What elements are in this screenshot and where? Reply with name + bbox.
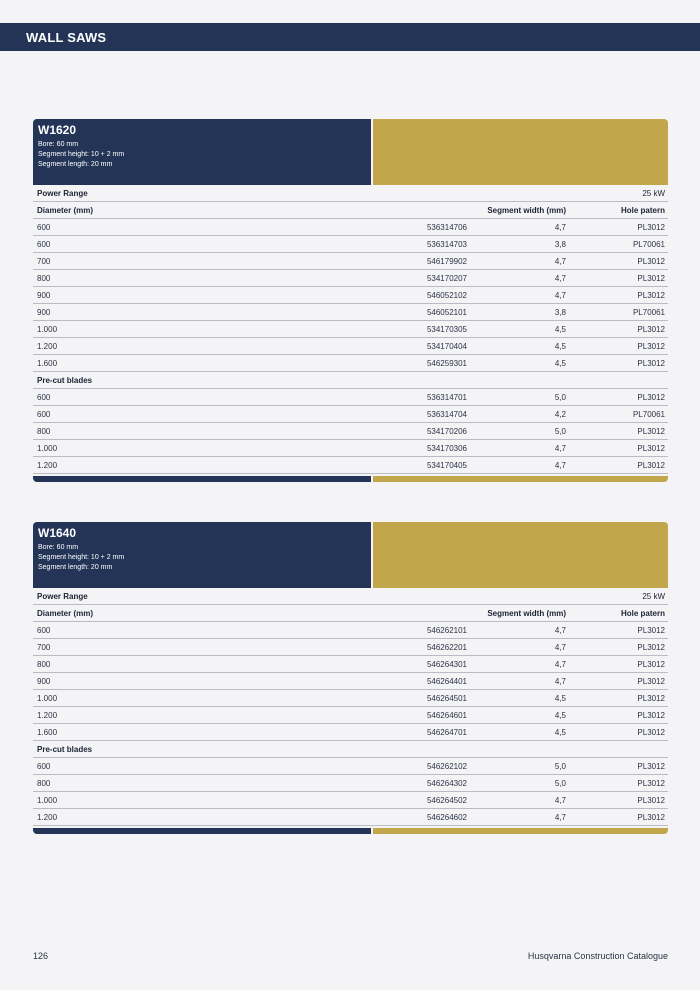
footer-bar-gold — [373, 828, 668, 834]
cell-article: 546262102 — [426, 762, 467, 771]
cell-article: 534170404 — [426, 342, 467, 351]
cell-diameter: 1.000 — [37, 796, 58, 805]
product-image-area — [373, 522, 668, 588]
table-row — [33, 219, 668, 236]
table-row — [33, 690, 668, 707]
cell-article: 546264701 — [426, 728, 467, 737]
cell-diameter: 800 — [37, 274, 51, 283]
precut-header-row — [33, 741, 668, 758]
cell-segment-width: 4,5 — [554, 325, 566, 334]
cell-segment-width: 4,2 — [554, 410, 566, 419]
cell-diameter: 1.600 — [37, 359, 58, 368]
product-block-w1620 — [33, 119, 668, 482]
cell-diameter: 600 — [37, 393, 51, 402]
precut-header-row — [33, 372, 668, 389]
cell-hole-pattern: PL70061 — [632, 240, 665, 249]
cell-diameter: 1.000 — [37, 694, 58, 703]
table-row — [33, 406, 668, 423]
cell-hole-pattern: PL3012 — [637, 223, 665, 232]
block-footer-bar — [33, 828, 668, 834]
cell-diameter: 1.200 — [37, 461, 58, 470]
col-hole-pattern: Hole patern — [620, 206, 665, 215]
cell-segment-width: 4,7 — [554, 813, 566, 822]
cell-diameter: 800 — [37, 427, 51, 436]
cell-diameter: 600 — [37, 240, 51, 249]
power-range-label: Power Range — [37, 189, 88, 198]
cell-diameter: 900 — [37, 677, 51, 686]
footer-bar-navy — [33, 828, 371, 834]
footer-bar-navy — [33, 476, 371, 482]
table-row — [33, 270, 668, 287]
cell-diameter: 1.200 — [37, 813, 58, 822]
cell-segment-width: 4,7 — [554, 223, 566, 232]
cell-article: 546264301 — [426, 660, 467, 669]
cell-diameter: 700 — [37, 257, 51, 266]
precut-label: Pre-cut blades — [37, 376, 93, 385]
spec-segment-length: Segment length: 20 mm — [38, 564, 113, 571]
cell-article: 536314703 — [426, 240, 467, 249]
cell-diameter: 1.000 — [37, 325, 58, 334]
cell-hole-pattern: PL3012 — [637, 325, 665, 334]
cell-diameter: 900 — [37, 291, 51, 300]
cell-diameter: 1.200 — [37, 342, 58, 351]
cell-segment-width: 4,5 — [554, 359, 566, 368]
cell-article: 546259301 — [426, 359, 467, 368]
product-header-info — [33, 119, 371, 185]
product-model: W1620 — [38, 123, 77, 137]
cell-diameter: 1.200 — [37, 711, 58, 720]
cell-segment-width: 4,5 — [554, 342, 566, 351]
cell-article: 536314704 — [426, 410, 467, 419]
cell-article: 534170206 — [426, 427, 467, 436]
cell-hole-pattern: PL3012 — [637, 660, 665, 669]
column-header-row — [33, 202, 668, 219]
product-header — [33, 522, 668, 588]
catalogue-name: Husqvarna Construction Catalogue — [527, 951, 668, 961]
power-range-row — [33, 588, 668, 605]
blade-rows — [33, 219, 668, 372]
column-header-row — [33, 605, 668, 622]
cell-segment-width: 4,5 — [554, 711, 566, 720]
table-row — [33, 287, 668, 304]
product-header-info — [33, 522, 371, 588]
cell-segment-width: 4,7 — [554, 660, 566, 669]
cell-segment-width: 3,8 — [554, 308, 566, 317]
product-model: W1640 — [38, 526, 77, 540]
table-row — [33, 775, 668, 792]
cell-hole-pattern: PL70061 — [632, 410, 665, 419]
spec-segment-height: Segment height: 10 + 2 mm — [38, 554, 125, 561]
cell-article: 534170405 — [426, 461, 467, 470]
cell-article: 546264501 — [426, 694, 467, 703]
power-value: 25 kW — [642, 189, 665, 198]
cell-article: 546264502 — [426, 796, 467, 805]
table-row — [33, 809, 668, 826]
table-row — [33, 338, 668, 355]
cell-segment-width: 4,7 — [554, 796, 566, 805]
table-row — [33, 423, 668, 440]
table-row — [33, 457, 668, 474]
product-block-w1640 — [33, 522, 668, 834]
cell-hole-pattern: PL3012 — [637, 427, 665, 436]
power-range-row — [33, 185, 668, 202]
cell-diameter: 900 — [37, 308, 51, 317]
cell-article: 536314701 — [426, 393, 467, 402]
col-diameter: Diameter (mm) — [37, 206, 94, 215]
cell-article: 546264401 — [426, 677, 467, 686]
cell-hole-pattern: PL70061 — [632, 308, 665, 317]
table-row — [33, 440, 668, 457]
cell-article: 534170207 — [426, 274, 467, 283]
blade-rows — [33, 622, 668, 741]
cell-segment-width: 5,0 — [554, 762, 566, 771]
cell-hole-pattern: PL3012 — [637, 643, 665, 652]
page-title: WALL SAWS — [26, 29, 107, 45]
cell-hole-pattern: PL3012 — [637, 626, 665, 635]
cell-segment-width: 4,7 — [554, 444, 566, 453]
block-footer-bar — [33, 476, 668, 482]
cell-hole-pattern: PL3012 — [637, 393, 665, 402]
cell-diameter: 1.600 — [37, 728, 58, 737]
col-segment-width: Segment width (mm) — [487, 609, 566, 618]
cell-hole-pattern: PL3012 — [637, 711, 665, 720]
spec-bore: Bore: 60 mm — [38, 141, 79, 148]
cell-article: 534170305 — [426, 325, 467, 334]
power-range-label: Power Range — [37, 592, 88, 601]
footer-bar-gold — [373, 476, 668, 482]
cell-segment-width: 3,8 — [554, 240, 566, 249]
table-row — [33, 304, 668, 321]
cell-segment-width: 4,7 — [554, 626, 566, 635]
spec-segment-height: Segment height: 10 + 2 mm — [38, 151, 125, 158]
table-row — [33, 656, 668, 673]
cell-hole-pattern: PL3012 — [637, 796, 665, 805]
table-row — [33, 758, 668, 775]
cell-hole-pattern: PL3012 — [637, 291, 665, 300]
cell-hole-pattern: PL3012 — [637, 257, 665, 266]
cell-segment-width: 4,7 — [554, 257, 566, 266]
cell-segment-width: 4,7 — [554, 677, 566, 686]
spec-bore: Bore: 60 mm — [38, 544, 79, 551]
cell-segment-width: 5,0 — [554, 393, 566, 402]
cell-diameter: 1.000 — [37, 444, 58, 453]
cell-article: 546262101 — [426, 626, 467, 635]
cell-article: 546262201 — [426, 643, 467, 652]
col-diameter: Diameter (mm) — [37, 609, 94, 618]
table-row — [33, 639, 668, 656]
table-row — [33, 707, 668, 724]
cell-hole-pattern: PL3012 — [637, 779, 665, 788]
cell-hole-pattern: PL3012 — [637, 677, 665, 686]
table-row — [33, 253, 668, 270]
table-row — [33, 622, 668, 639]
cell-segment-width: 4,5 — [554, 694, 566, 703]
cell-diameter: 800 — [37, 660, 51, 669]
cell-segment-width: 5,0 — [554, 779, 566, 788]
cell-segment-width: 4,5 — [554, 728, 566, 737]
cell-hole-pattern: PL3012 — [637, 359, 665, 368]
table-row — [33, 792, 668, 809]
table-row — [33, 724, 668, 741]
cell-diameter: 700 — [37, 643, 51, 652]
cell-article: 546264602 — [426, 813, 467, 822]
page-number: 126 — [33, 951, 49, 961]
cell-segment-width: 4,7 — [554, 274, 566, 283]
product-image-area — [373, 119, 668, 185]
cell-segment-width: 5,0 — [554, 427, 566, 436]
cell-article: 546052101 — [426, 308, 467, 317]
power-value: 25 kW — [642, 592, 665, 601]
cell-hole-pattern: PL3012 — [637, 762, 665, 771]
cell-segment-width: 4,7 — [554, 461, 566, 470]
page-header — [0, 23, 700, 51]
cell-hole-pattern: PL3012 — [637, 728, 665, 737]
cell-diameter: 600 — [37, 762, 51, 771]
cell-diameter: 800 — [37, 779, 51, 788]
cell-article: 546264302 — [426, 779, 467, 788]
cell-article: 536314706 — [426, 223, 467, 232]
cell-segment-width: 4,7 — [554, 643, 566, 652]
table-row — [33, 355, 668, 372]
table-row — [33, 321, 668, 338]
cell-article: 546264601 — [426, 711, 467, 720]
cell-hole-pattern: PL3012 — [637, 342, 665, 351]
table-row — [33, 673, 668, 690]
cell-segment-width: 4,7 — [554, 291, 566, 300]
table-row — [33, 236, 668, 253]
cell-hole-pattern: PL3012 — [637, 444, 665, 453]
cell-hole-pattern: PL3012 — [637, 813, 665, 822]
product-header — [33, 119, 668, 185]
cell-article: 546179902 — [426, 257, 467, 266]
cell-hole-pattern: PL3012 — [637, 274, 665, 283]
table-row — [33, 389, 668, 406]
cell-diameter: 600 — [37, 410, 51, 419]
precut-label: Pre-cut blades — [37, 745, 93, 754]
cell-article: 546052102 — [426, 291, 467, 300]
cell-article: 534170306 — [426, 444, 467, 453]
page-footer — [33, 951, 668, 963]
col-hole-pattern: Hole patern — [620, 609, 665, 618]
cell-diameter: 600 — [37, 223, 51, 232]
spec-segment-length: Segment length: 20 mm — [38, 161, 113, 168]
cell-diameter: 600 — [37, 626, 51, 635]
col-segment-width: Segment width (mm) — [487, 206, 566, 215]
precut-rows — [33, 758, 668, 826]
cell-hole-pattern: PL3012 — [637, 461, 665, 470]
precut-rows — [33, 389, 668, 474]
cell-hole-pattern: PL3012 — [637, 694, 665, 703]
